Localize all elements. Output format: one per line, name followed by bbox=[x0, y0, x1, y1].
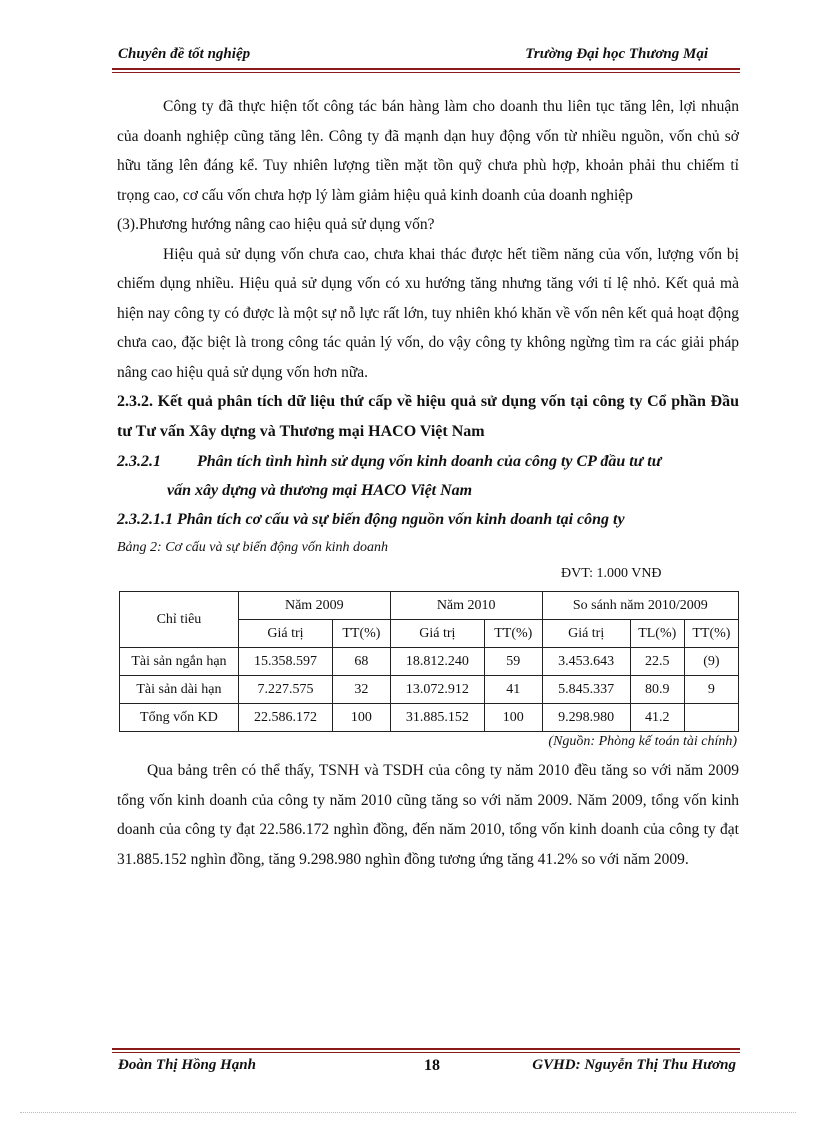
page-body bbox=[117, 92, 739, 874]
subheader-cell: TL(%) bbox=[630, 620, 684, 648]
table-caption: Bảng 2: Cơ cấu và sự biến động vốn kinh doanh bbox=[117, 540, 388, 555]
footer-rule bbox=[112, 1048, 740, 1050]
header-cell: Năm 2009 bbox=[238, 592, 390, 620]
subheader-cell: TT(%) bbox=[333, 620, 391, 648]
subheader-cell: Giá trị bbox=[238, 620, 332, 648]
subheader-cell: TT(%) bbox=[484, 620, 542, 648]
paragraph-3: Hiệu quả sử dụng vốn chưa cao, chưa khai thác được hết tiềm năng của vốn, lượng vốn bị chiếm dụng nhiều. Hiệu quả sử dụng vốn có xu hướng tăng nhưng tăng với tỉ lệ nhỏ. Kết quả mà hiện nay công ty có được là một sự nỗ lực rất lớn, tuy nhiên khó khăn về vốn nên kết quả hoạt động chưa cao, đặc biệt là trong công tác quản lý vốn, do vậy công ty không ngừng tìm ra các giải pháp nâng cao hiệu quả sử dụng vốn hơn nữa. bbox=[117, 245, 739, 381]
table-cell: 68 bbox=[333, 648, 391, 676]
section-heading-2-3-2: 2.3.2. Kết quả phân tích dữ liệu thứ cấp về hiệu quả sử dụng vốn tại công ty Cổ phần Đầu tư Tư vấn Xây dựng và Thương mại HACO Việt Nam bbox=[117, 393, 739, 440]
page-number: 18 bbox=[424, 1057, 440, 1074]
subheader-cell: TT(%) bbox=[684, 620, 738, 648]
table-cell: 32 bbox=[333, 676, 391, 704]
page-footer bbox=[118, 1057, 740, 1079]
table-cell: 59 bbox=[484, 648, 542, 676]
table-unit: ĐVT: 1.000 VNĐ bbox=[561, 566, 662, 581]
heading-text-line1: Phân tích tình hình sử dụng vốn kinh doanh của công ty CP đầu tư tư bbox=[197, 453, 662, 470]
table-cell: 7.227.575 bbox=[238, 676, 332, 704]
header-cell: Năm 2010 bbox=[390, 592, 542, 620]
table-cell: 9 bbox=[684, 676, 738, 704]
paragraph-2: (3).Phương hướng nâng cao hiệu quả sử dụng vốn? bbox=[117, 216, 435, 233]
table-cell: 22.5 bbox=[630, 648, 684, 676]
table-cell: 100 bbox=[333, 704, 391, 732]
paragraph-1: Công ty đã thực hiện tốt công tác bán hàng làm cho doanh thu liên tục tăng lên, lợi nhuận của doanh nghiệp cũng tăng lên. Công ty đã mạnh dạn huy động vốn từ nhiều nguồn, vốn chủ sở hữu tăng lên đáng kể. Tuy nhiên lượng tiền mặt tồn quỹ chưa phù hợp, khoản phải thu chiếm tỉ trọng cao, cơ cấu vốn chưa hợp lý làm giảm hiệu quả kinh doanh của doanh nghiệp bbox=[117, 98, 739, 204]
table-cell: 13.072.912 bbox=[390, 676, 484, 704]
table-cell: 100 bbox=[484, 704, 542, 732]
table-cell: 41.2 bbox=[630, 704, 684, 732]
header-right-title: Trường Đại học Thương Mại bbox=[525, 46, 708, 62]
heading-number: 2.3.2.1 bbox=[117, 453, 161, 470]
subheader-cell: Giá trị bbox=[542, 620, 630, 648]
table-cell: 5.845.337 bbox=[542, 676, 630, 704]
table-cell: 80.9 bbox=[630, 676, 684, 704]
table-row bbox=[120, 676, 739, 704]
heading-text-line2: vấn xây dựng và thương mại HACO Việt Nam bbox=[167, 482, 473, 499]
table-cell: Tài sản ngắn hạn bbox=[120, 648, 239, 676]
subheader-cell: Giá trị bbox=[390, 620, 484, 648]
page-header bbox=[118, 46, 740, 68]
header-rule bbox=[112, 68, 740, 70]
page-bottom-border bbox=[20, 1112, 796, 1113]
header-left-title: Chuyên đề tốt nghiệp bbox=[118, 46, 251, 62]
table-cell: 31.885.152 bbox=[390, 704, 484, 732]
table-cell: 41 bbox=[484, 676, 542, 704]
table-cell: 22.586.172 bbox=[238, 704, 332, 732]
header-cell: Chỉ tiêu bbox=[120, 592, 239, 648]
paragraph-4: Qua bảng trên có thể thấy, TSNH và TSDH của công ty năm 2010 đều tăng so với năm 2009 tổng vốn kinh doanh của công ty năm 2010 cũng tăng so với năm 2009. Năm 2009, tổng vốn kinh doanh của công ty đạt 22.586.172 nghìn đồng, đến năm 2010, tổng vốn kinh doanh của công ty đạt 31.885.152 nghìn đồng, tăng 9.298.980 nghìn đồng tương ứng tăng 41.2% so với năm 2009. bbox=[117, 762, 739, 868]
table-cell bbox=[684, 704, 738, 732]
table-row bbox=[120, 704, 739, 732]
table-cell: (9) bbox=[684, 648, 738, 676]
table-cell: 3.453.643 bbox=[542, 648, 630, 676]
section-heading-2-3-2-1-1: 2.3.2.1.1 Phân tích cơ cấu và sự biến động nguồn vốn kinh doanh tại công ty bbox=[117, 511, 625, 528]
footer-author: Đoàn Thị Hồng Hạnh bbox=[118, 1057, 256, 1073]
header-cell: So sánh năm 2010/2009 bbox=[542, 592, 738, 620]
table-cell: Tổng vốn KD bbox=[120, 704, 239, 732]
section-heading-2-3-2-1 bbox=[117, 447, 739, 505]
capital-structure-table bbox=[119, 591, 739, 732]
table-header-row bbox=[120, 592, 739, 620]
footer-rule-thin bbox=[112, 1052, 740, 1053]
table-row bbox=[120, 648, 739, 676]
header-rule-thin bbox=[112, 72, 740, 73]
table-cell: 15.358.597 bbox=[238, 648, 332, 676]
table-cell: 18.812.240 bbox=[390, 648, 484, 676]
table-source: (Nguồn: Phòng kế toán tài chính) bbox=[548, 734, 737, 749]
table-cell: 9.298.980 bbox=[542, 704, 630, 732]
footer-advisor: GVHD: Nguyễn Thị Thu Hương bbox=[532, 1057, 736, 1073]
table-cell: Tài sản dài hạn bbox=[120, 676, 239, 704]
